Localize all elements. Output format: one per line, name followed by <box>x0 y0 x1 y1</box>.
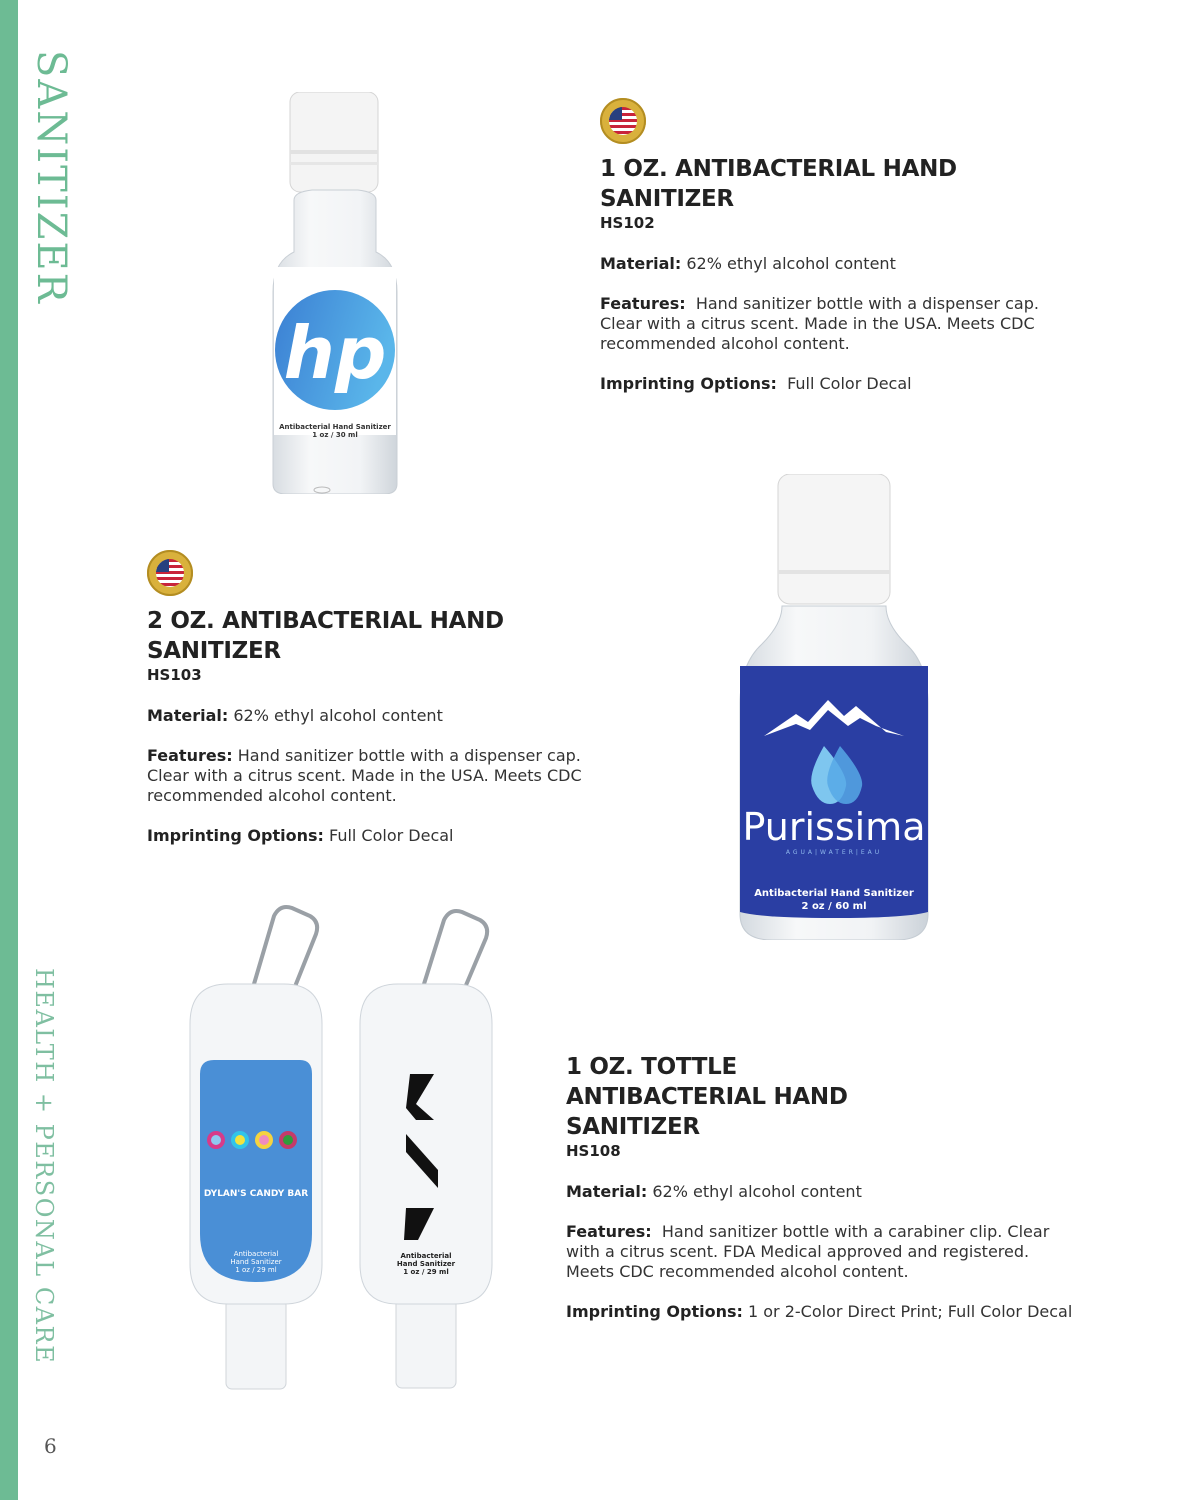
svg-text:Purissima: Purissima <box>742 805 926 849</box>
product-hs102 <box>600 98 1080 414</box>
product-image-hs102 <box>272 92 398 494</box>
product-hs103 <box>147 550 617 866</box>
product-material: Material: 62% ethyl alcohol content <box>600 254 896 273</box>
product-title: 2 OZ. ANTIBACTERIAL HAND SANITIZER <box>147 608 504 664</box>
svg-text:DYLAN'S CANDY BAR: DYLAN'S CANDY BAR <box>203 1189 309 1199</box>
product-image-hs108-kia <box>358 908 494 1398</box>
category-title: HEALTH + PERSONAL CARE <box>30 968 58 1365</box>
svg-text:2 oz / 60 ml: 2 oz / 60 ml <box>801 901 867 912</box>
svg-text:Antibacterial Hand Sanitizer: Antibacterial Hand Sanitizer <box>279 423 391 431</box>
product-image-hs103 <box>736 474 932 940</box>
product-title: 1 OZ. TOTTLE ANTIBACTERIAL HAND SANITIZER <box>566 1054 848 1140</box>
svg-text:Hand Sanitizer: Hand Sanitizer <box>396 1260 456 1268</box>
product-features: Features: Hand sanitizer bottle with a dispenser cap. Clear with a citrus scent. Made in the USA. Meets CDC recommended alcohol content. <box>147 746 582 805</box>
svg-text:1 oz / 29 ml: 1 oz / 29 ml <box>235 1266 277 1274</box>
usa-made-badge-icon <box>600 98 646 144</box>
svg-text:Antibacterial: Antibacterial <box>400 1252 452 1260</box>
product-imprinting: Imprinting Options: Full Color Decal <box>147 826 454 845</box>
product-title: 1 OZ. ANTIBACTERIAL HAND SANITIZER <box>600 156 957 212</box>
side-accent-bar <box>0 0 18 1500</box>
usa-made-badge-icon <box>147 550 193 596</box>
product-material: Material: 62% ethyl alcohol content <box>566 1182 862 1201</box>
product-imprinting: Imprinting Options: Full Color Decal <box>600 374 912 393</box>
page-number: 6 <box>44 1434 57 1458</box>
product-features: Features: Hand sanitizer bottle with a dispenser cap. Clear with a citrus scent. Made in the USA. Meets CDC recommended alcohol content. <box>600 294 1039 353</box>
svg-text:hp: hp <box>283 311 387 395</box>
svg-text:1 oz / 30 ml: 1 oz / 30 ml <box>312 431 358 439</box>
product-sku: HS103 <box>147 666 202 684</box>
svg-text:1 oz / 29 ml: 1 oz / 29 ml <box>403 1268 449 1276</box>
product-image-hs108-candy <box>188 904 324 1398</box>
product-sku: HS102 <box>600 214 655 232</box>
product-material: Material: 62% ethyl alcohol content <box>147 706 443 725</box>
svg-text:Antibacterial Hand Sanitizer: Antibacterial Hand Sanitizer <box>754 888 914 899</box>
product-features: Features: Hand sanitizer bottle with a carabiner clip. Clear with a citrus scent. FDA Medical approved and registered. Meets CDC recommended alcohol content. <box>566 1222 1050 1281</box>
section-title: SANITIZER <box>28 50 74 305</box>
svg-text:Antibacterial: Antibacterial <box>233 1250 279 1258</box>
svg-text:AGUA|WATER|EAU: AGUA|WATER|EAU <box>785 849 883 856</box>
product-sku: HS108 <box>566 1142 621 1160</box>
svg-text:Hand Sanitizer: Hand Sanitizer <box>230 1258 282 1266</box>
product-hs108 <box>566 1052 1086 1342</box>
product-imprinting: Imprinting Options: 1 or 2-Color Direct Print; Full Color Decal <box>566 1302 1073 1321</box>
